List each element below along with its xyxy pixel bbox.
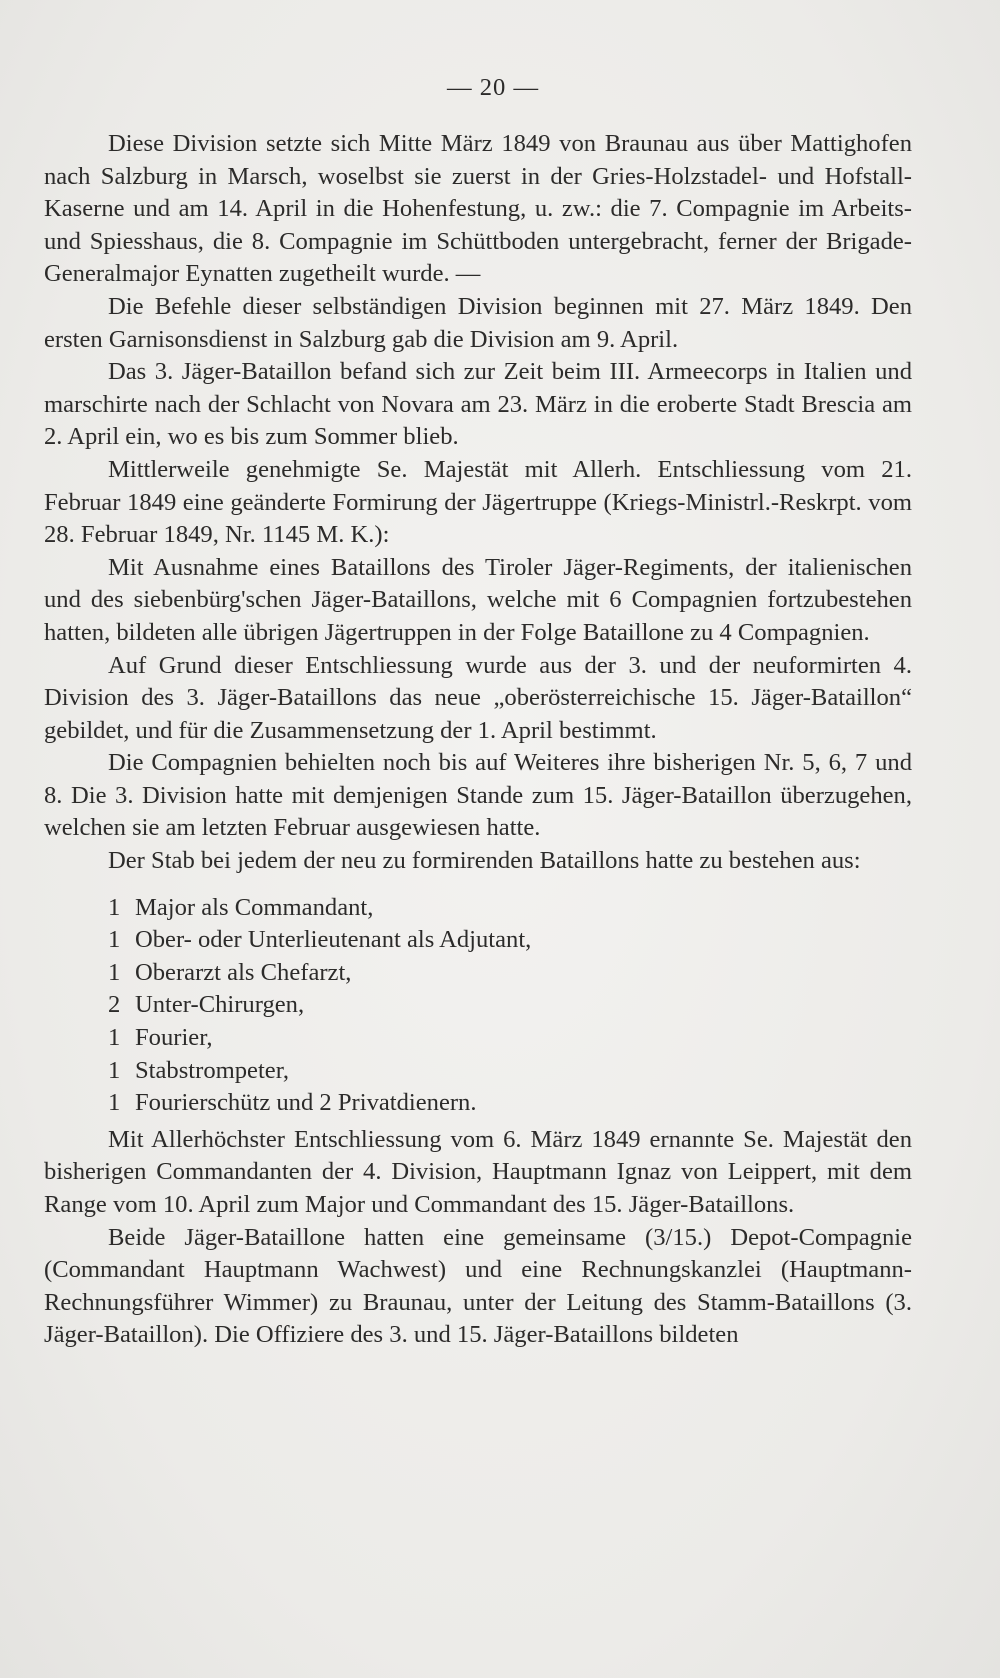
staff-role: Stabstrompeter, xyxy=(135,1056,290,1084)
staff-quantity: 1 xyxy=(108,1089,121,1117)
list-item xyxy=(108,989,912,1022)
paragraph: Diese Division setzte sich Mitte März 1849 von Braunau aus über Mattighofen nach Salzburg in Marsch, woselbst sie zuerst in der Gries-Holzstadel- und Hofstall-Kaserne und am 14. April in die Hohenfestung, u. zw.: die 7. Compagnie im Arbeits- und Spiesshaus, die 8. Compagnie im Schüttboden untergebracht, ferner der Brigade-Generalmajor Eynatten zugetheilt wurde. — xyxy=(44,130,912,288)
paragraph: Auf Grund dieser Entschliessung wurde aus der 3. und der neuformirten 4. Division des 3. Jäger-Bataillons das neue „oberösterreichische 15. Jäger-Bataillon“ gebildet, und für die Zusammensetzung der 1. April bestimmt. xyxy=(44,651,912,744)
staff-list xyxy=(108,892,912,1120)
staff-role: Unter-Chirurgen, xyxy=(135,991,305,1019)
paragraph: Die Compagnien behielten noch bis auf Weiteres ihre bisherigen Nr. 5, 6, 7 und 8. Die 3. Division hatte mit demjenigen Stande zum 15. Jäger-Bataillon überzugehen, welchen sie am letzten Februar ausgewiesen hatte. xyxy=(44,749,912,842)
staff-role: Fourierschütz und 2 Privatdienern. xyxy=(135,1089,477,1117)
list-item xyxy=(108,924,912,957)
staff-role: Ober- oder Unterlieutenant als Adjutant, xyxy=(135,926,532,954)
paragraph: Mittlerweile genehmigte Se. Majestät mit Allerh. Entschliessung vom 21. Februar 1849 eine geänderte Formirung der Jägertruppe (Kriegs-Ministrl.-Reskrpt. vom 28. Februar 1849, Nr. 1145 M. K.): xyxy=(44,455,912,549)
paragraph: Der Stab bei jedem der neu zu formirenden Bataillons hatte zu bestehen aus: xyxy=(108,847,861,875)
paragraph: Mit Ausnahme eines Bataillons des Tiroler Jäger-Regiments, der italienischen und des siebenbürg'schen Jäger-Bataillons, welche mit 6 Compagnien fortzubestehen hatten, bildeten alle übrigen Jägertruppen in der Folge Bataillone zu 4 Compagnien. xyxy=(44,553,912,646)
paragraph: Das 3. Jäger-Bataillon befand sich zur Zeit beim III. Armeecorps in Italien und marschirte nach der Schlacht von Novara am 23. März in die eroberte Stadt Brescia am 2. April ein, wo es bis zum Sommer blieb. xyxy=(44,358,912,451)
staff-quantity: 1 xyxy=(108,958,121,986)
staff-quantity: 1 xyxy=(108,1024,121,1052)
staff-quantity: 2 xyxy=(108,991,121,1019)
list-item xyxy=(108,892,912,925)
list-item xyxy=(108,1087,912,1120)
staff-quantity: 1 xyxy=(108,926,121,954)
staff-role: Oberarzt als Chefarzt, xyxy=(135,958,352,986)
staff-role: Major als Commandant, xyxy=(135,893,374,921)
staff-quantity: 1 xyxy=(108,1056,121,1084)
paragraph: Die Befehle dieser selbständigen Division beginnen mit 27. März 1849. Den ersten Garnisonsdienst in Salzburg gab die Division am 9. April. xyxy=(44,292,912,353)
list-item xyxy=(108,957,912,990)
list-item xyxy=(108,1055,912,1088)
paragraph: Mit Allerhöchster Entschliessung vom 6. März 1849 ernannte Se. Majestät den bisherigen Commandanten der 4. Division, Hauptmann Ignaz von Leippert, mit dem Range vom 10. April zum Major und Commandant des 15. Jäger-Bataillons. xyxy=(44,1125,912,1218)
staff-quantity: 1 xyxy=(108,893,121,921)
page-number: — 20 — xyxy=(446,74,540,101)
staff-role: Fourier, xyxy=(135,1024,213,1052)
page-content xyxy=(44,68,912,1352)
paragraph: Beide Jäger-Bataillone hatten eine gemeinsame (3/15.) Depot-Compagnie (Commandant Hauptmann Wachwest) und eine Rechnungskanzlei (Hauptmann-Rechnungsführer Wimmer) zu Braunau, unter der Leitung des Stamm-Bataillons (3. Jäger-Bataillon). Die Offiziere des 3. und 15. Jäger-Bataillons bildeten xyxy=(44,1223,912,1349)
list-item xyxy=(108,1022,912,1055)
